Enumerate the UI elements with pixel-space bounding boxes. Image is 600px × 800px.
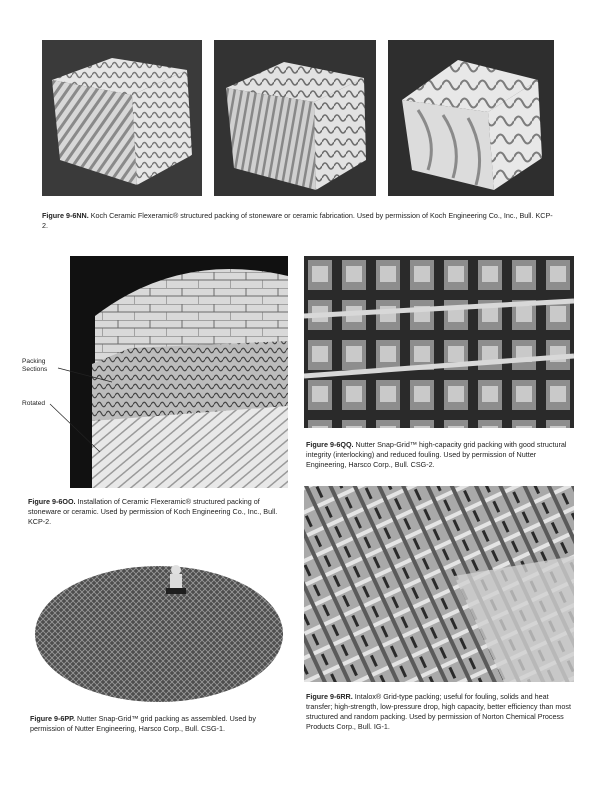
figure-rr-number: Figure 9-6RR. [306, 692, 353, 701]
figure-oo-caption [28, 497, 290, 527]
flexeramic-photo-1 [42, 40, 202, 196]
figure-pp-number: Figure 9-6PP. [30, 714, 76, 723]
packing-sections-label: Packing Sections [22, 358, 48, 373]
figure-pp-caption [30, 714, 292, 734]
figure-nn-number: Figure 9-6NN. [42, 211, 89, 220]
figure-qq-caption [306, 440, 574, 470]
snap-grid-assembled-photo [34, 544, 284, 704]
figure-rr-caption [306, 692, 574, 732]
figure-nn-caption [42, 211, 557, 231]
figure-qq-text: Nutter Snap-Grid™ high-capacity grid packing with good structural integrity (interlocking) and reduced fouling. Used by permission of Nutter Engineering, Harsco Corp., Bull. CSG-2. [306, 440, 567, 469]
flexeramic-installation-photo [70, 256, 288, 488]
flexeramic-photo-3 [388, 40, 554, 196]
rotated-label: Rotated [22, 400, 46, 407]
figure-rr-text: Intalox® Grid-type packing; useful for fouling, solids and heat transfer; high-strength, low-pressure drop, high capacity, better efficiency than most structured and random packing. Used by permission of Norton Chemical Process Products Corp., Bull. IG-1. [306, 692, 572, 731]
intalox-grid-photo [304, 486, 574, 682]
figure-qq-number: Figure 9-6QQ. [306, 440, 354, 449]
figure-oo-text: Installation of Ceramic Flexeramic® structured packing of stoneware or ceramic. Used by permission of Koch Engineering Co., Inc., Bull. KCP-2. [28, 497, 278, 526]
figure-oo-number: Figure 9-6OO. [28, 497, 76, 506]
figure-pp-text: Nutter Snap-Grid™ grid packing as assembled. Used by permission of Nutter Engineering, Harsco Corp., Bull. CSG-1. [30, 714, 256, 733]
figure-nn-text: Koch Ceramic Flexeramic® structured packing of stoneware or ceramic fabrication. Used by permission of Koch Engineering Co., Inc., Bull. KCP-2. [42, 211, 553, 230]
flexeramic-photo-2 [214, 40, 376, 196]
snap-grid-closeup-photo [304, 256, 574, 428]
